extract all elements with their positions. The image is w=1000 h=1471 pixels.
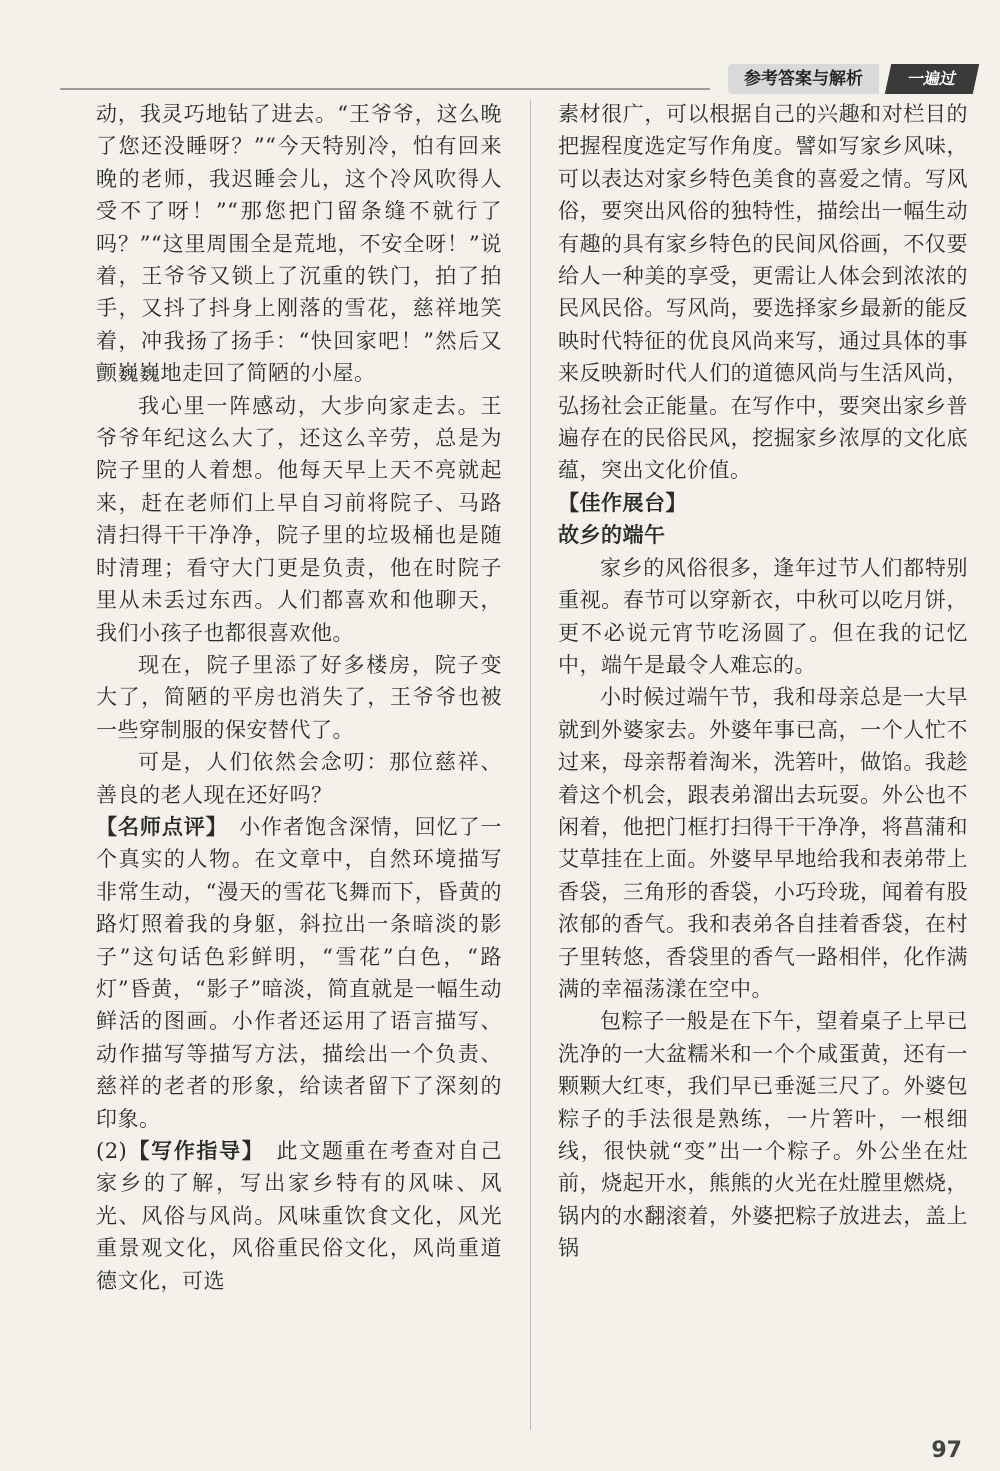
paragraph: 现在，院子里添了好多楼房，院子变大了，简陋的平房也消失了，王爷爷也被一些穿制服的保安替代了。 (96, 652, 502, 742)
page-number: 97 (931, 1438, 962, 1463)
right-column (558, 98, 968, 1265)
teacher-review (96, 811, 502, 1135)
paragraph: 包粽子一般是在下午，望着桌子上早已洗净的一大盆糯米和一个个咸蛋黄，还有一颗颗大红枣，我们早已垂涎三尺了。外婆包粽子的手法很是熟练，一片箬叶，一根细线，很快就“变”出一个粽子。外公坐在灶前，烧起开水，熊熊的火光在灶膛里燃烧，锅内的水翻滚着，外婆把粽子放进去，盖上锅 (558, 1009, 968, 1261)
page-header (700, 60, 1000, 98)
writing-guide (96, 1135, 502, 1297)
essay-title: 故乡的端午 (558, 523, 666, 548)
paragraph: 动，我灵巧地钻了进去。“王爷爷，这么晚了您还没睡呀？”“今天特别冷，怕有回来晚的老师，我迟睡会儿，这个冷风吹得人受不了呀！”“那您把门留条缝不就行了吗？”“这里周围全是荒地，不安全呀！”说着，王爷爷又锁上了沉重的铁门，拍了拍手，又抖了抖身上刚落的雪花，慈祥地笑着，冲我扬了扬手：“快回家吧！”然后又颤巍巍地走回了简陋的小屋。 (96, 102, 502, 386)
section-title: 参考答案与解析 (728, 64, 879, 94)
paragraph: 家乡的风俗很多，逢年过节人们都特别重视。春节可以穿新衣，中秋可以吃月饼，更不必说元宵节吃汤圆了。但在我的记忆中，端午是最令人难忘的。 (558, 555, 968, 677)
guide-prefix: (2) (96, 1139, 128, 1163)
paragraph: 可是，人们依然会念叨：那位慈祥、善良的老人现在还好吗？ (96, 750, 502, 807)
series-logo: 一遍过 (885, 64, 979, 94)
review-text: 小作者饱含深情，回忆了一个真实的人物。在文章中，自然环境描写非常生动，“漫天的雪花飞舞而下，昏黄的路灯照着我的身躯，斜拉出一条暗淡的影子”这句话色彩鲜明，“雪花”白色，“路灯”昏黄，“影子”暗淡，简直就是一幅生动鲜活的图画。小作者还运用了语言描写、动作描写等描写方法，描绘出一个负责、慈祥的老者的形象，给读者留下了深刻的印象。 (96, 814, 503, 1131)
review-label: 【名师点评】 (96, 814, 218, 839)
guide-label: 【写作指导】 (127, 1139, 254, 1163)
column-divider (530, 100, 531, 1430)
paragraph: 小时候过端午节，我和母亲总是一大早就到外婆家去。外婆年事已高，一个人忙不过来，母亲帮着淘米，洗箬叶，做馅。我趁着这个机会，跟表弟溜出去玩耍。外公也不闲着，他把门框打扫得干干净净，将菖蒲和艾草挂在上面。外婆早早地给我和表弟带上香袋，三角形的香袋，小巧玲珑，闻着有股浓郁的香气。我和表弟各自挂着香袋，在村子里转悠，香袋里的香气一路相伴，化作满满的幸福荡漾在空中。 (558, 685, 968, 1001)
paragraph: 我心里一阵感动，大步向家走去。王爷爷年纪这么大了，还这么辛劳，总是为院子里的人着想。他每天早上天不亮就起来，赶在老师们上早自习前将院子、马路清扫得干干净净，院子里的垃圾桶也是随时清理；看守大门更是负责，他在时院子里从未丢过东西。人们都喜欢和他聊天，我们小孩子也都很喜欢他。 (96, 393, 502, 645)
showcase-label: 【佳作展台】 (558, 490, 687, 515)
top-rule (60, 88, 710, 90)
guide-text: 此文题重在考查对自己家乡的了解，写出家乡特有的风味、风光、风俗与风尚。风味重饮食文化，风光重景观文化，风俗重民俗文化，风尚重道德文化，可选 (96, 1139, 503, 1293)
left-column (96, 98, 502, 1297)
paragraph: 素材很广，可以根据自己的兴趣和对栏目的把握程度选定写作角度。譬如写家乡风味，可以表达对家乡特色美食的喜爱之情。写风俗，要突出风俗的独特性，描绘出一幅生动有趣的具有家乡特色的民间风俗画，不仅要给人一种美的享受，更需让人体会到浓浓的民风民俗。写风尚，要选择家乡最新的能反映时代特征的优良风尚来写，通过具体的事来反映新时代人们的道德风尚与生活风尚，弘扬社会正能量。在写作中，要突出家乡普遍存在的民俗民风，挖掘家乡浓厚的文化底蕴，突出文化价值。 (558, 102, 968, 483)
